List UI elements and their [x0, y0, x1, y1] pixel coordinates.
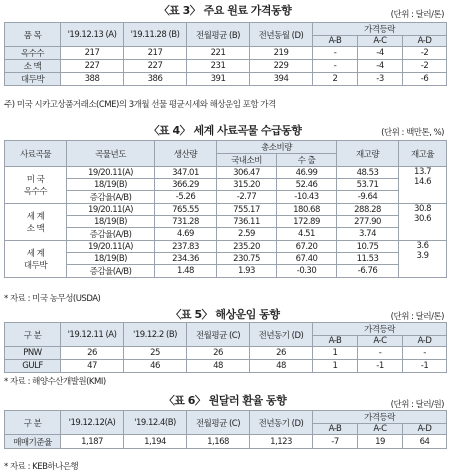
ratio-cell — [399, 241, 447, 278]
cell: 1,194 — [124, 435, 187, 449]
cell: 증감율(A/B) — [67, 265, 155, 278]
cell: 221 — [187, 47, 250, 60]
group-label-line2: 소 맥 — [26, 224, 45, 234]
cell: 10.75 — [337, 241, 399, 253]
cell: 386 — [124, 73, 187, 86]
cell: - — [313, 47, 358, 60]
t4-h-exp: 수 출 — [277, 154, 337, 167]
cell: 391 — [187, 73, 250, 86]
row-label: 옥수수 — [5, 47, 61, 60]
cell: - — [403, 347, 447, 360]
table6-title: 〈표 6〉 원달러 환율 동향 — [163, 394, 287, 407]
ratio-value: 13.7 — [414, 167, 431, 177]
row-label: GULF — [5, 360, 61, 373]
cell: 19/20.11(A) — [67, 167, 155, 179]
cell: -7 — [313, 435, 358, 449]
row-label: 소 맥 — [5, 60, 61, 73]
cell: 2 — [313, 73, 358, 86]
cell: 227 — [124, 60, 187, 73]
t6-h-d1: A-B — [313, 424, 358, 435]
cell: 217 — [124, 47, 187, 60]
table5-unit: (단위 : 달러/톤) — [390, 312, 444, 322]
table-row — [5, 360, 447, 373]
cell: 19/20.11(A) — [67, 241, 155, 253]
table-row — [5, 228, 447, 241]
cell: 755.17 — [217, 204, 277, 216]
cell: 64 — [403, 435, 447, 449]
cell: 217 — [61, 47, 124, 60]
table3 — [4, 22, 447, 86]
table-row — [5, 204, 447, 216]
cell: 1,187 — [61, 435, 124, 449]
t4-h-stock: 재고량 — [337, 141, 399, 167]
t4-h-year: 곡물년도 — [67, 141, 155, 167]
cell: 3.74 — [337, 228, 399, 241]
t3-h-d2: A-C — [358, 36, 403, 47]
table6-note: * 자료 : KEB하나은행 — [4, 462, 79, 472]
table-row — [5, 47, 447, 60]
cell: - — [313, 60, 358, 73]
cell: 315.20 — [217, 179, 277, 191]
cell: -4 — [358, 60, 403, 73]
table3-unit: (단위 : 달러/톤) — [390, 10, 444, 20]
cell: -6 — [403, 73, 447, 86]
cell: 1.93 — [217, 265, 277, 278]
t3-h-d3: A-D — [403, 36, 447, 47]
cell: 347.01 — [155, 167, 217, 179]
cell: 366.29 — [155, 179, 217, 191]
cell: 48.53 — [337, 167, 399, 179]
table4 — [4, 140, 447, 278]
cell: 394 — [250, 73, 313, 86]
t5-h-c1: '19.12.11 (A) — [61, 323, 124, 347]
cell: 48 — [250, 360, 313, 373]
t6-h-d3: A-D — [403, 424, 447, 435]
cell: 306.47 — [217, 167, 277, 179]
t3-h-c2: '19.11.28 (B) — [124, 23, 187, 47]
t3-h-c1: '19.12.13 (A) — [61, 23, 124, 47]
group-label — [5, 204, 67, 241]
group-label — [5, 241, 67, 278]
t5-h-c2: '19.12.2 (B) — [124, 323, 187, 347]
t5-h-d3: A-D — [403, 336, 447, 347]
cell: 1,168 — [187, 435, 250, 449]
cell: -1 — [358, 360, 403, 373]
cell: 26 — [187, 347, 250, 360]
group-label-line1: 세 계 — [26, 249, 45, 259]
cell: -5.26 — [155, 191, 217, 204]
table-row — [5, 60, 447, 73]
cell: 235.20 — [217, 241, 277, 253]
cell: -2 — [403, 47, 447, 60]
table3-title: 〈표 3〉 주요 원료 가격동향 — [158, 4, 292, 17]
cell: 증감율(A/B) — [67, 191, 155, 204]
cell: 11.53 — [337, 253, 399, 265]
cell: -3 — [358, 73, 403, 86]
t4-h-ratio: 재고율 — [399, 141, 447, 167]
table4-note: * 자료 : 미국 농무성(USDA) — [4, 294, 101, 304]
ratio-value: 3.6 — [416, 241, 429, 251]
t5-h-d2: A-C — [358, 336, 403, 347]
cell: 67.40 — [277, 253, 337, 265]
table-row — [5, 216, 447, 228]
table-row — [5, 191, 447, 204]
cell: 227 — [61, 60, 124, 73]
cell: 48 — [187, 360, 250, 373]
cell: 172.89 — [277, 216, 337, 228]
cell: -10.43 — [277, 191, 337, 204]
t5-h-c3: 전월평균 (C) — [187, 323, 250, 347]
table5 — [4, 322, 447, 373]
group-label-line2: 대두박 — [23, 261, 48, 271]
cell: 1 — [313, 347, 358, 360]
group-label-line2: 옥수수 — [23, 187, 48, 197]
cell: 18/19(B) — [67, 216, 155, 228]
cell: 2.59 — [217, 228, 277, 241]
t6-h-c1: '19.12.12(A) — [61, 411, 124, 435]
cell: -4 — [358, 47, 403, 60]
t6-h-d2: A-C — [358, 424, 403, 435]
t6-h-item: 구 분 — [5, 411, 61, 435]
t3-h-item: 품 목 — [5, 23, 61, 47]
cell: 1.48 — [155, 265, 217, 278]
cell: 26 — [61, 347, 124, 360]
table-row — [5, 265, 447, 278]
cell: - — [358, 347, 403, 360]
row-label: 대두박 — [5, 73, 61, 86]
ratio-value: 30.6 — [414, 214, 431, 224]
cell: 18/19(B) — [67, 253, 155, 265]
cell: -0.30 — [277, 265, 337, 278]
t4-h-cons: 총소비량 — [217, 141, 337, 154]
cell: 230.75 — [217, 253, 277, 265]
table5-note: * 자료 : 해양수산개발원(KMI) — [4, 377, 106, 387]
t6-h-c2: '19.12.4(B) — [124, 411, 187, 435]
cell: 237.83 — [155, 241, 217, 253]
cell: 26 — [250, 347, 313, 360]
group-label-line1: 미 국 — [26, 175, 45, 185]
row-label: 매매기준율 — [5, 435, 61, 449]
t6-h-grp: 가격등락 — [313, 411, 447, 424]
t3-h-d1: A-B — [313, 36, 358, 47]
table-row — [5, 73, 447, 86]
table6 — [4, 410, 447, 449]
table4-title: 〈표 4〉 세계 사료곡물 수급동향 — [148, 124, 302, 137]
cell: 180.68 — [277, 204, 337, 216]
group-label-line1: 세 계 — [26, 212, 45, 222]
t6-h-c3: 전월평균 (C) — [187, 411, 250, 435]
cell: 25 — [124, 347, 187, 360]
table6-unit: (단위 : 달러/원) — [390, 400, 444, 410]
cell: 1 — [313, 360, 358, 373]
t3-h-grp: 가격등락 — [313, 23, 447, 36]
table5-title: 〈표 5〉 해상운임 동향 — [170, 308, 280, 321]
cell: 4.51 — [277, 228, 337, 241]
table3-note: 주) 미국 시카고상품거래소(CME)의 3개월 선물 평균시세와 해상운임 포함 가격 — [4, 100, 276, 110]
cell: 47 — [61, 360, 124, 373]
cell: 1,123 — [250, 435, 313, 449]
t6-h-c4: 전년동기 (D) — [250, 411, 313, 435]
cell: 4.69 — [155, 228, 217, 241]
cell: 67.20 — [277, 241, 337, 253]
table-row — [5, 347, 447, 360]
cell: 765.55 — [155, 204, 217, 216]
table-row — [5, 253, 447, 265]
t3-h-c4: 전년동월 (D) — [250, 23, 313, 47]
cell: 19 — [358, 435, 403, 449]
ratio-cell — [399, 204, 447, 241]
table-row — [5, 241, 447, 253]
t4-h-grain: 사료곡물 — [5, 141, 67, 167]
table-row — [5, 179, 447, 191]
cell: -1 — [403, 360, 447, 373]
t4-h-dom: 국내소비 — [217, 154, 277, 167]
cell: 46.99 — [277, 167, 337, 179]
cell: 231 — [187, 60, 250, 73]
cell: 277.90 — [337, 216, 399, 228]
cell: 46 — [124, 360, 187, 373]
table-row — [5, 167, 447, 179]
cell: -2 — [403, 60, 447, 73]
cell: 18/19(B) — [67, 179, 155, 191]
cell: 52.46 — [277, 179, 337, 191]
cell: -2.77 — [217, 191, 277, 204]
cell: 229 — [250, 60, 313, 73]
row-label: PNW — [5, 347, 61, 360]
t5-h-item: 구 분 — [5, 323, 61, 347]
cell: 234.36 — [155, 253, 217, 265]
t4-h-prod: 생산량 — [155, 141, 217, 167]
t3-h-c3: 전월평균 (B) — [187, 23, 250, 47]
cell: 288.28 — [337, 204, 399, 216]
cell: 736.11 — [217, 216, 277, 228]
cell: 388 — [61, 73, 124, 86]
cell: -6.76 — [337, 265, 399, 278]
t5-h-c4: 전년동기 (D) — [250, 323, 313, 347]
t5-h-d1: A-B — [313, 336, 358, 347]
group-label — [5, 167, 67, 204]
cell: 19/20.11(A) — [67, 204, 155, 216]
cell: 53.71 — [337, 179, 399, 191]
table4-unit: (단위 : 백만톤, %) — [381, 128, 444, 138]
ratio-value: 14.6 — [414, 177, 431, 187]
table-row — [5, 435, 447, 449]
cell: 731.28 — [155, 216, 217, 228]
cell: 증감율(A/B) — [67, 228, 155, 241]
t5-h-grp: 가격등락 — [313, 323, 447, 336]
ratio-value: 3.9 — [416, 251, 429, 261]
cell: -9.64 — [337, 191, 399, 204]
ratio-value: 30.8 — [414, 204, 431, 214]
ratio-cell — [399, 167, 447, 204]
cell: 219 — [250, 47, 313, 60]
